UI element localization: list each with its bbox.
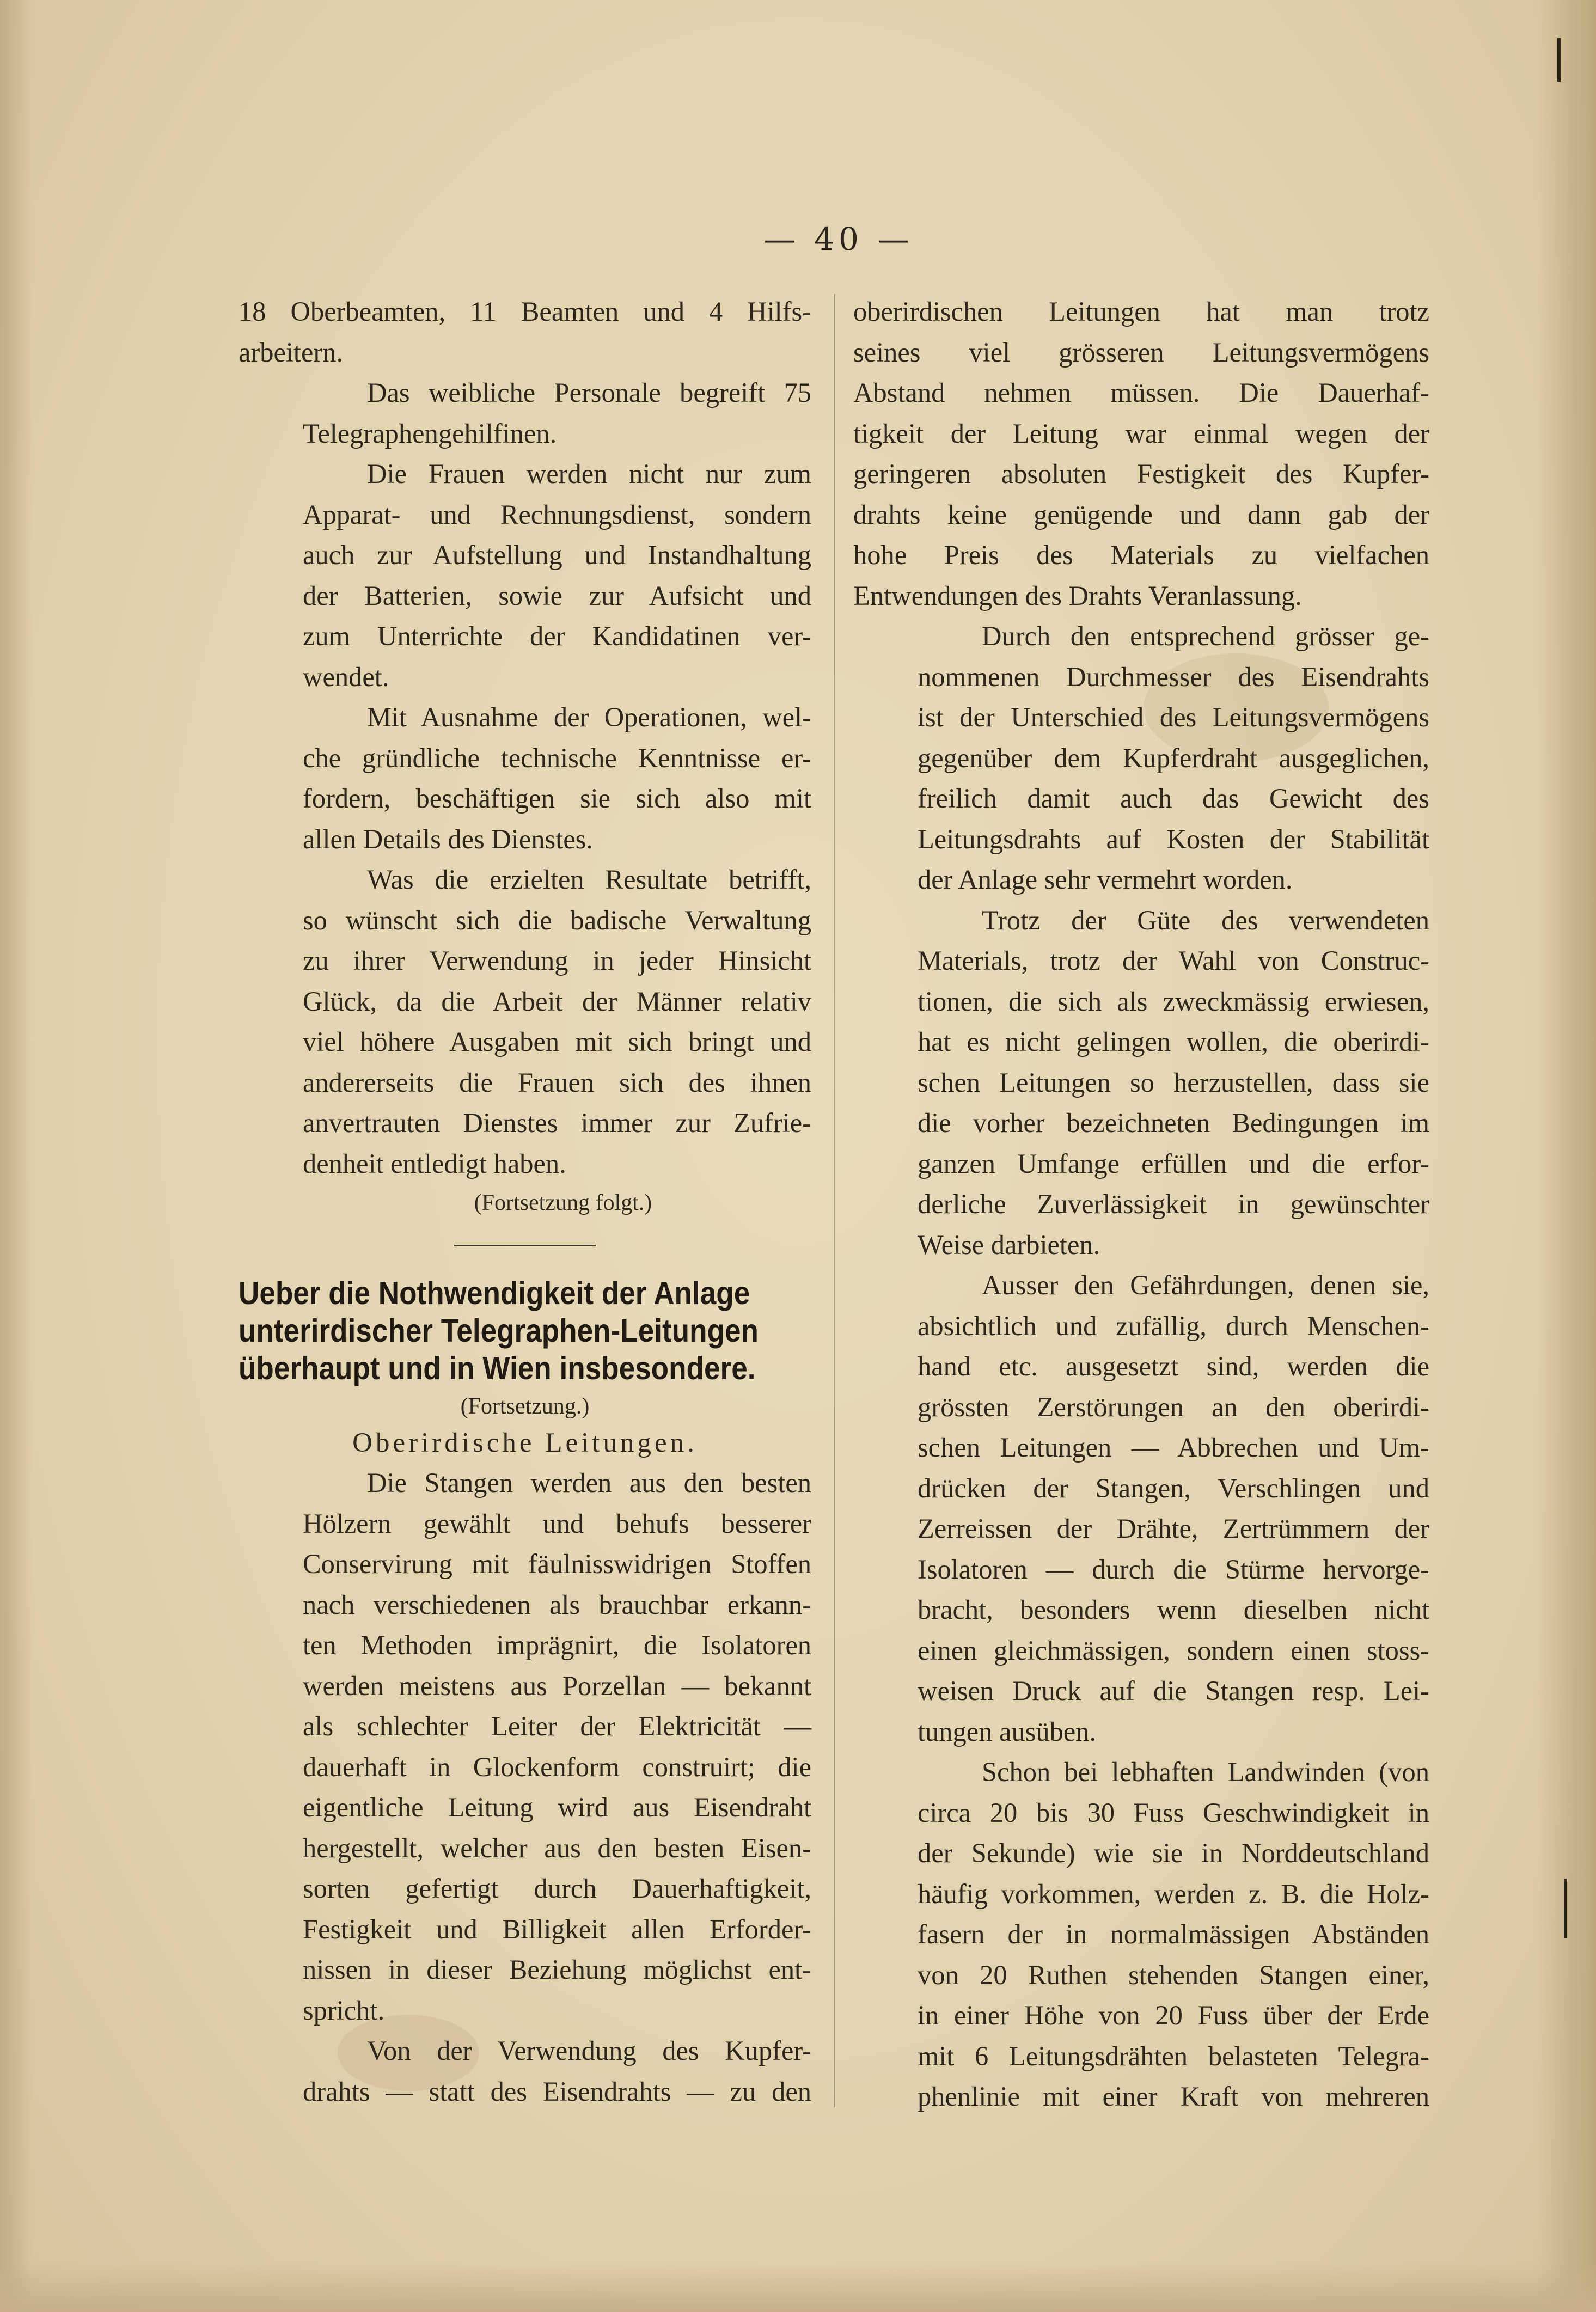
text-line: Das weibliche Personale begreift 75	[367, 377, 811, 408]
paper-edge-shadow-left	[0, 0, 33, 2312]
page-number: — 40 —	[763, 221, 914, 258]
text-line: anvertrauten Dienstes immer zur Zufrie-	[303, 1108, 811, 1138]
text-line: ten Methoden imprägnirt, die Isolatoren	[303, 1630, 811, 1660]
text-line: Apparat- und Rechnungsdienst, sondern	[303, 499, 811, 530]
text-line: weisen Druck auf die Stangen resp. Lei-	[918, 1675, 1429, 1706]
text-line: Ausser den Gefährdungen, denen sie,	[982, 1270, 1429, 1300]
text-line: allen Details des Dienstes.	[303, 823, 593, 854]
paragraph	[239, 859, 811, 1184]
text-line: schen Leitungen — Abbrechen und Um-	[918, 1432, 1429, 1463]
text-line: tigkeit der Leitung war einmal wegen der	[853, 418, 1429, 449]
text-line: oberirdischen Leitungen hat man trotz	[853, 296, 1429, 327]
text-line: Telegraphengehilfinen.	[303, 418, 557, 449]
text-line: Was die erzielten Resultate betrifft,	[367, 864, 811, 895]
text-line: arbeitern.	[239, 337, 344, 368]
paper-edge-shadow-right	[1536, 0, 1596, 2312]
headline-line: unterirdischer Telegraphen-Leitungen	[239, 1313, 759, 1349]
text-line: circa 20 bis 30 Fuss Geschwindigkeit in	[918, 1797, 1429, 1828]
text-line: zu ihrer Verwendung in jeder Hinsicht	[303, 945, 811, 976]
text-line: Festigkeit und Billigkeit allen Erforder-	[303, 1913, 811, 1944]
continuation-note: (Fortsetzung.)	[460, 1394, 590, 1419]
text-line: drahts — statt des Eisendrahts — zu den	[303, 2076, 811, 2107]
text-line: Leitungsdrahts auf Kosten der Stabilität	[918, 823, 1429, 854]
text-line: Weise darbieten.	[918, 1229, 1100, 1260]
text-line: fordern, beschäftigen sie sich also mit	[303, 783, 811, 814]
paragraph	[239, 1463, 811, 2030]
text-line: hohe Preis des Materials zu vielfachen	[853, 540, 1429, 570]
continued-note: (Fortsetzung folgt.)	[474, 1190, 652, 1215]
text-line: hand etc. ausgesetzt sind, werden die	[918, 1351, 1429, 1381]
text-line: Hölzern gewählt und behufs besserer	[303, 1508, 811, 1539]
edge-mark	[1564, 1879, 1567, 1938]
text-line: fasern der in normalmässigen Abständen	[918, 1919, 1429, 1949]
text-line: sorten gefertigt durch Dauerhaftigkeit,	[303, 1873, 811, 1904]
article-headline	[239, 1275, 810, 1387]
text-line: auch zur Aufstellung und Instandhaltung	[303, 540, 811, 570]
text-line: Die Frauen werden nicht nur zum	[367, 458, 811, 489]
edge-mark	[1557, 38, 1561, 82]
text-line: der Sekunde) wie sie in Norddeutschland	[918, 1838, 1429, 1868]
paragraph	[239, 372, 811, 454]
text-line: Trotz der Güte des verwendeten	[982, 904, 1429, 935]
text-line: von 20 Ruthen stehenden Stangen einer,	[918, 1959, 1429, 1990]
paper-edge-shadow-bottom	[0, 2263, 1596, 2312]
text-line: häufig vorkommen, werden z. B. die Holz-	[918, 1878, 1429, 1909]
paragraph	[239, 697, 811, 859]
text-line: tungen ausüben.	[918, 1716, 1097, 1747]
right-column	[853, 291, 1429, 2117]
text-line: Entwendungen des Drahts Veranlassung.	[853, 580, 1302, 611]
text-line: nach verschiedenen als brauchbar erkann-	[303, 1589, 811, 1620]
column-rule	[834, 294, 835, 2107]
text-line: viel höhere Ausgaben mit sich bringt und	[303, 1026, 811, 1057]
text-line: spricht.	[303, 1995, 385, 2026]
text-line: Schon bei lebhaften Landwinden (von	[982, 1757, 1429, 1787]
text-line: Mit Ausnahme der Operationen, wel-	[367, 702, 811, 732]
text-line: grössten Zerstörungen an den oberirdi-	[918, 1391, 1429, 1422]
paragraph	[853, 616, 1429, 900]
text-line: geringeren absoluten Festigkeit des Kupfer-	[853, 458, 1429, 489]
text-line: Isolatoren — durch die Stürme hervorge-	[918, 1553, 1429, 1585]
text-line: ganzen Umfange erfüllen und die erfor-	[918, 1148, 1429, 1179]
paragraph	[853, 1265, 1429, 1752]
text-line: hat es nicht gelingen wollen, die oberirdi-	[918, 1026, 1429, 1057]
text-line: als schlechter Leiter der Elektricität —	[303, 1711, 811, 1741]
text-line: bracht, besonders wenn dieselben nicht	[918, 1594, 1429, 1625]
text-line: werden meistens aus Porzellan — bekannt	[303, 1670, 811, 1701]
text-line: tionen, die sich als zweckmässig erwiesen,	[918, 986, 1429, 1017]
text-line: 18 Oberbeamten, 11 Beamten und 4 Hilfs-	[239, 296, 811, 327]
paragraph	[853, 1752, 1429, 2117]
left-column	[239, 291, 811, 2112]
text-line: Die Stangen werden aus den besten	[367, 1467, 811, 1498]
text-line: Von der Verwendung des Kupfer-	[367, 2035, 811, 2066]
text-line: zum Unterrichte der Kandidatinen ver-	[303, 621, 811, 651]
text-line: so wünscht sich die badische Verwaltung	[303, 904, 811, 935]
text-line: hergestellt, welcher aus den besten Eisen-	[303, 1832, 811, 1863]
paragraph	[239, 291, 811, 372]
text-line: dauerhaft in Glockenform construirt; die	[303, 1751, 811, 1782]
text-line: Durch den entsprechend grösser ge-	[982, 621, 1429, 651]
text-line: absichtlich und zufällig, durch Menschen-	[918, 1310, 1429, 1341]
text-line: nommenen Durchmesser des Eisendrahts	[918, 661, 1429, 692]
text-line: gegenüber dem Kupferdraht ausgeglichen,	[918, 742, 1429, 773]
text-line: Glück, da die Arbeit der Männer relativ	[303, 986, 811, 1017]
section-subhead: Oberirdische Leitungen.	[352, 1428, 698, 1458]
text-line: ist der Unterschied des Leitungsvermögens	[918, 702, 1429, 732]
text-line: freilich damit auch das Gewicht des	[918, 783, 1429, 814]
text-line: einen gleichmässigen, sondern einen stoss-	[918, 1635, 1429, 1666]
text-line: der Anlage sehr vermehrt worden.	[918, 864, 1293, 895]
text-line: Zerreissen der Drähte, Zertrümmern der	[918, 1513, 1429, 1544]
text-line: Conservirung mit fäulnisswidrigen Stoffen	[303, 1549, 811, 1579]
text-line: mit 6 Leitungsdrähten belasteten Telegra-	[918, 2040, 1429, 2071]
paragraph	[239, 454, 811, 697]
headline-line: überhaupt und in Wien insbesondere.	[239, 1350, 756, 1386]
text-line: in einer Höhe von 20 Fuss über der Erde	[918, 2000, 1429, 2030]
text-line: eigentliche Leitung wird aus Eisendraht	[303, 1792, 811, 1822]
text-line: die vorher bezeichneten Bedingungen im	[918, 1108, 1429, 1138]
headline-line: Ueber die Nothwendigkeit der Anlage	[239, 1275, 750, 1311]
text-line: Materials, trotz der Wahl von Construc-	[918, 945, 1429, 976]
paragraph	[853, 291, 1429, 616]
paragraph	[239, 2030, 811, 2112]
text-line: schen Leitungen so herzustellen, dass sie	[918, 1067, 1429, 1098]
text-line: phenlinie mit einer Kraft von mehreren	[918, 2081, 1429, 2112]
text-line: che gründliche technische Kenntnisse er-	[303, 742, 811, 773]
paragraph	[853, 900, 1429, 1265]
text-line: derliche Zuverlässigkeit in gewünschter	[918, 1189, 1429, 1219]
article-separator	[454, 1245, 596, 1246]
text-line: denheit entledigt haben.	[303, 1148, 566, 1179]
text-line: drücken der Stangen, Verschlingen und	[918, 1472, 1429, 1503]
text-line: der Batterien, sowie zur Aufsicht und	[303, 580, 811, 611]
text-line: nissen in dieser Beziehung möglichst ent-	[303, 1954, 811, 1985]
text-line: drahts keine genügende und dann gab der	[853, 499, 1429, 530]
text-line: seines viel grösseren Leitungsvermögens	[853, 337, 1429, 368]
text-line: Abstand nehmen müssen. Die Dauerhaf-	[853, 377, 1429, 408]
text-line: wendet.	[303, 661, 389, 692]
text-line: andererseits die Frauen sich des ihnen	[303, 1067, 811, 1098]
